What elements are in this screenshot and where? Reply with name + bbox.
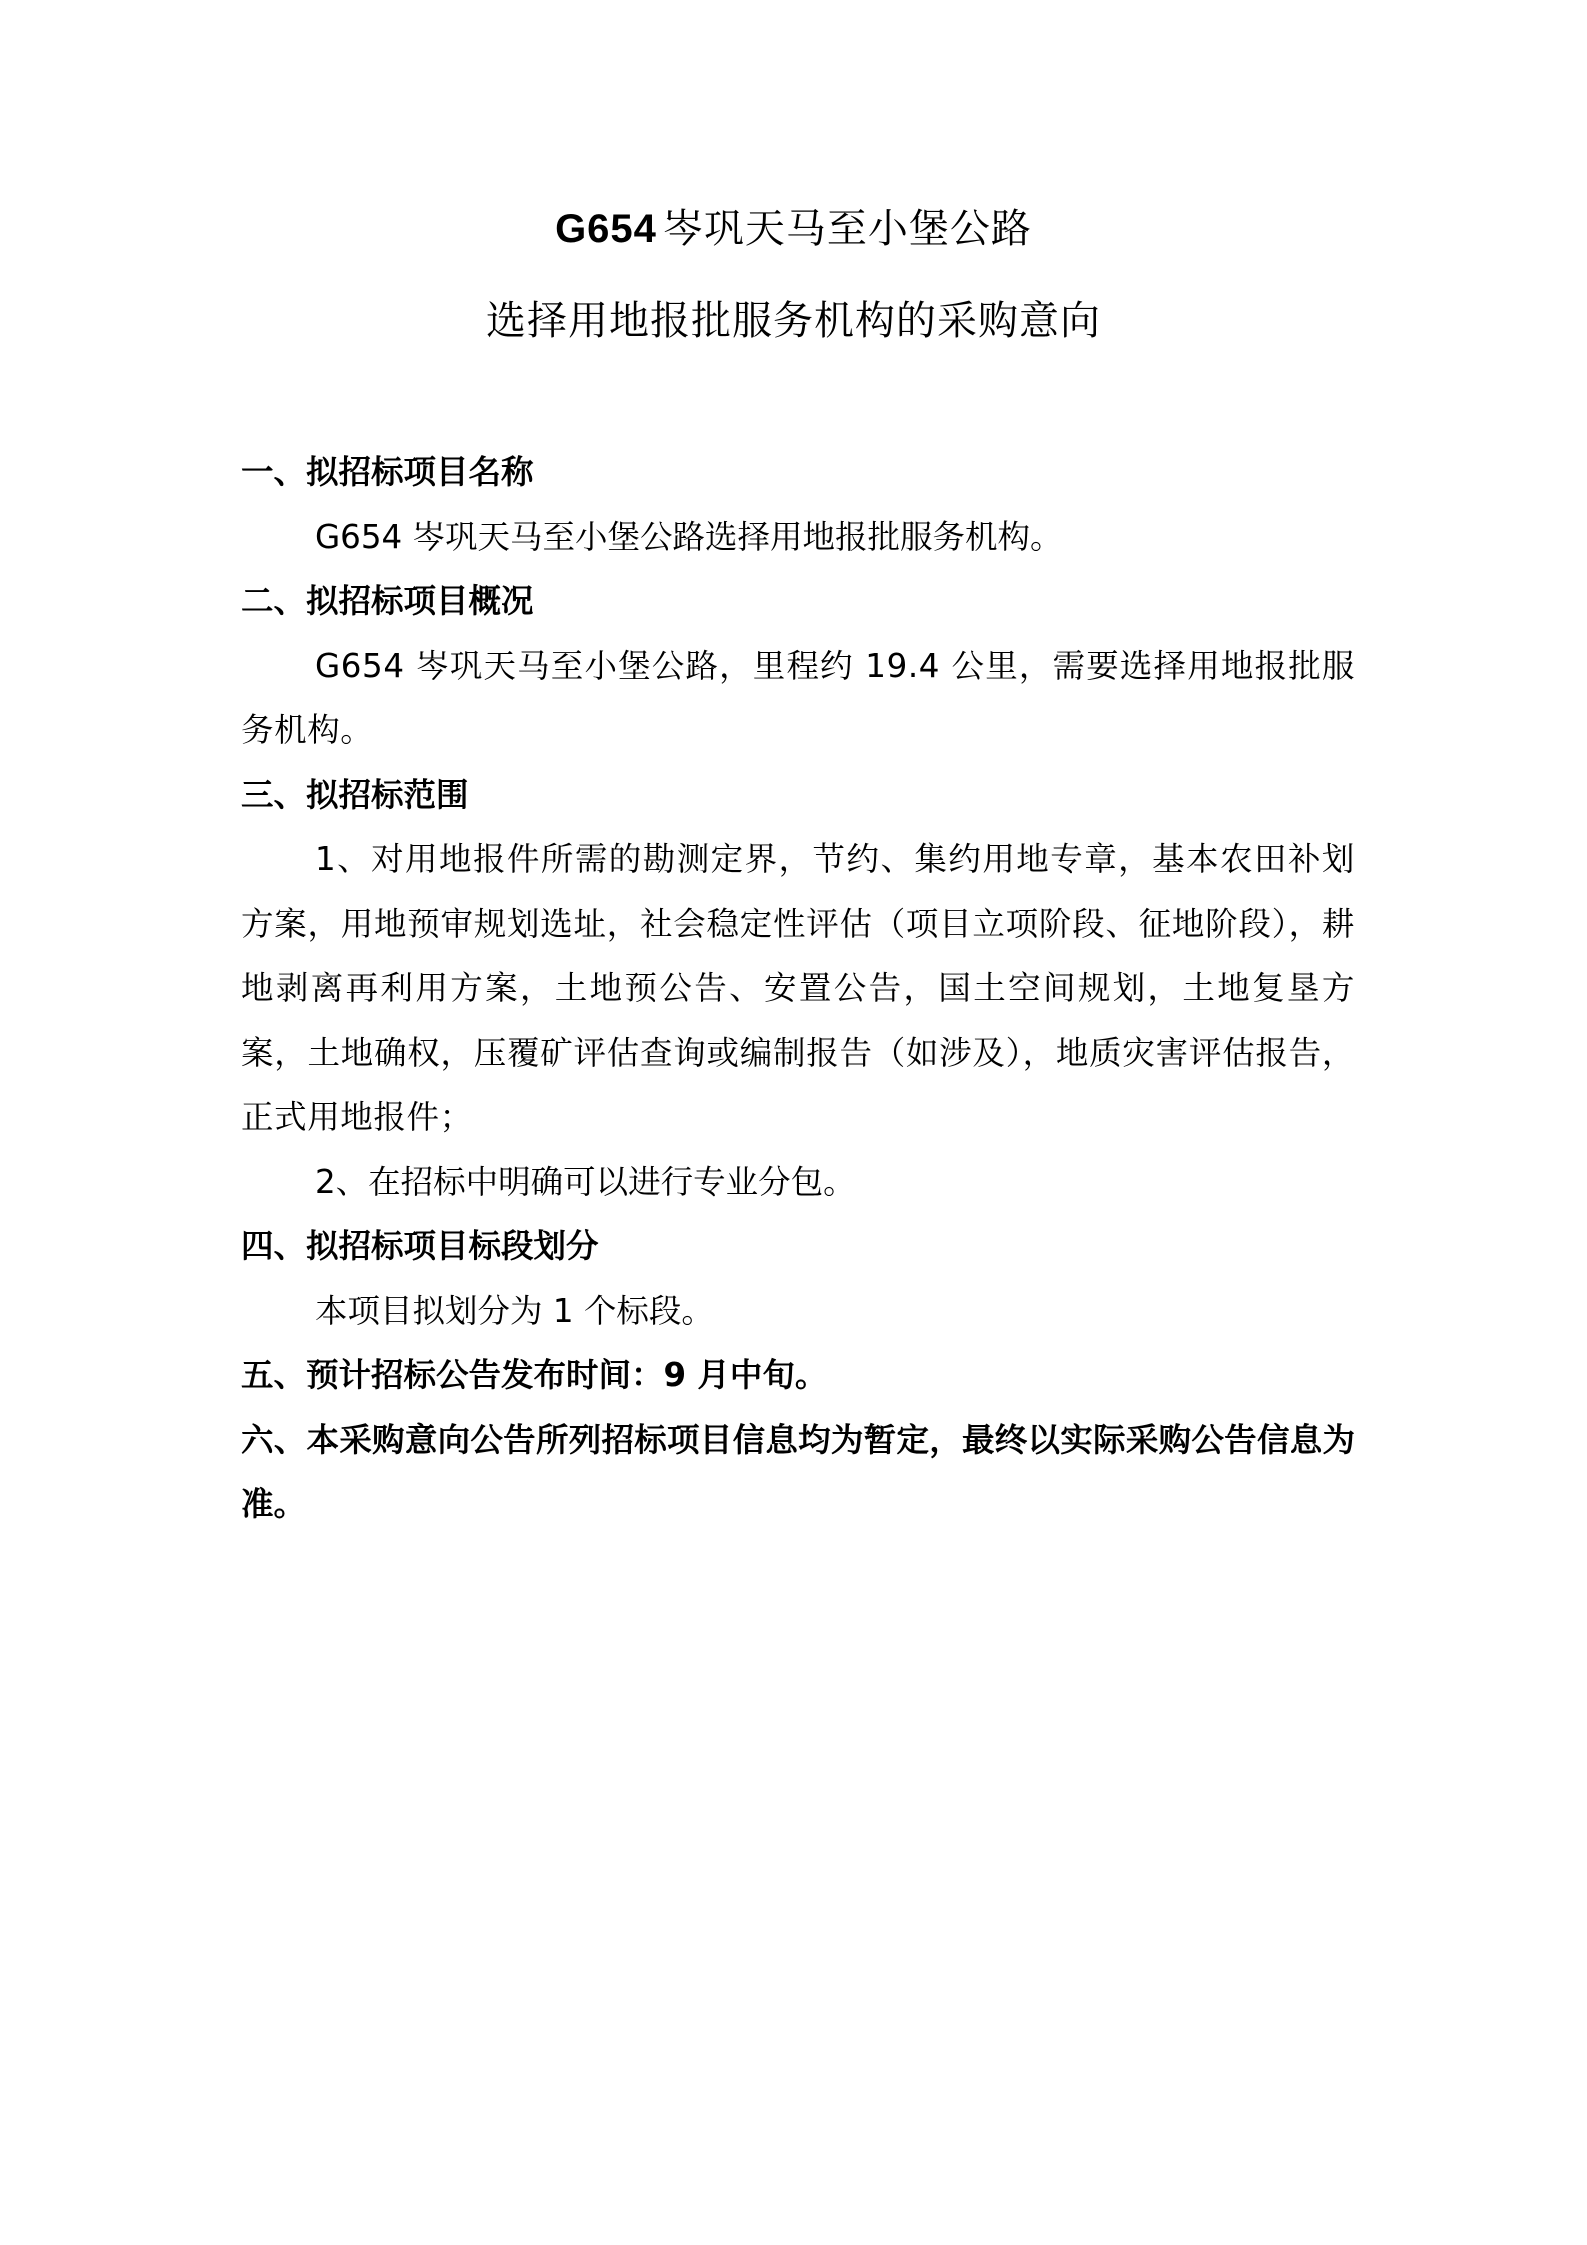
section-4-paragraph: 本项目拟划分为 1 个标段。: [315, 1291, 714, 1330]
document-body: [241, 440, 1355, 1537]
title-line-2: 选择用地报批服务机构的采购意向: [486, 298, 1101, 344]
title-line-1: [0, 205, 1587, 253]
section-3-paragraph-2: 2、在招标中明确可以进行专业分包。: [315, 1162, 856, 1201]
section-1-heading: 一、拟招标项目名称: [241, 453, 534, 491]
title-road-code: G654: [555, 207, 657, 251]
section-3-paragraph-1: 1、对用地报件所需的勘测定界，节约、集约用地专章，基本农田补划方案，用地预审规划选址，社会稳定性评估（项目立项阶段、征地阶段），耕地剥离再利用方案，土地预公告、安置公告，国土空间规划，土地复垦方案，土地确权，压覆矿评估查询或编制报告（如涉及），地质灾害评估报告，正式用地报件；: [241, 840, 1355, 1136]
document-title: [0, 205, 1587, 345]
title-road-name: 岑巩天马至小堡公路: [662, 206, 1032, 252]
section-4-heading: 四、拟招标项目标段划分: [241, 1227, 599, 1265]
section-5-heading: 五、预计招标公告发布时间：9 月中旬。: [241, 1356, 828, 1394]
section-6-heading: 六、本采购意向公告所列招标项目信息均为暂定，最终以实际采购公告信息为准。: [241, 1420, 1355, 1523]
section-2-paragraph: G654 岑巩天马至小堡公路，里程约 19.4 公里，需要选择用地报批服务机构。: [241, 646, 1355, 749]
section-3-heading: 三、拟招标范围: [241, 775, 469, 814]
section-2-heading: 二、拟招标项目概况: [241, 582, 534, 620]
section-1-paragraph: G654 岑巩天马至小堡公路选择用地报批服务机构。: [315, 517, 1063, 556]
